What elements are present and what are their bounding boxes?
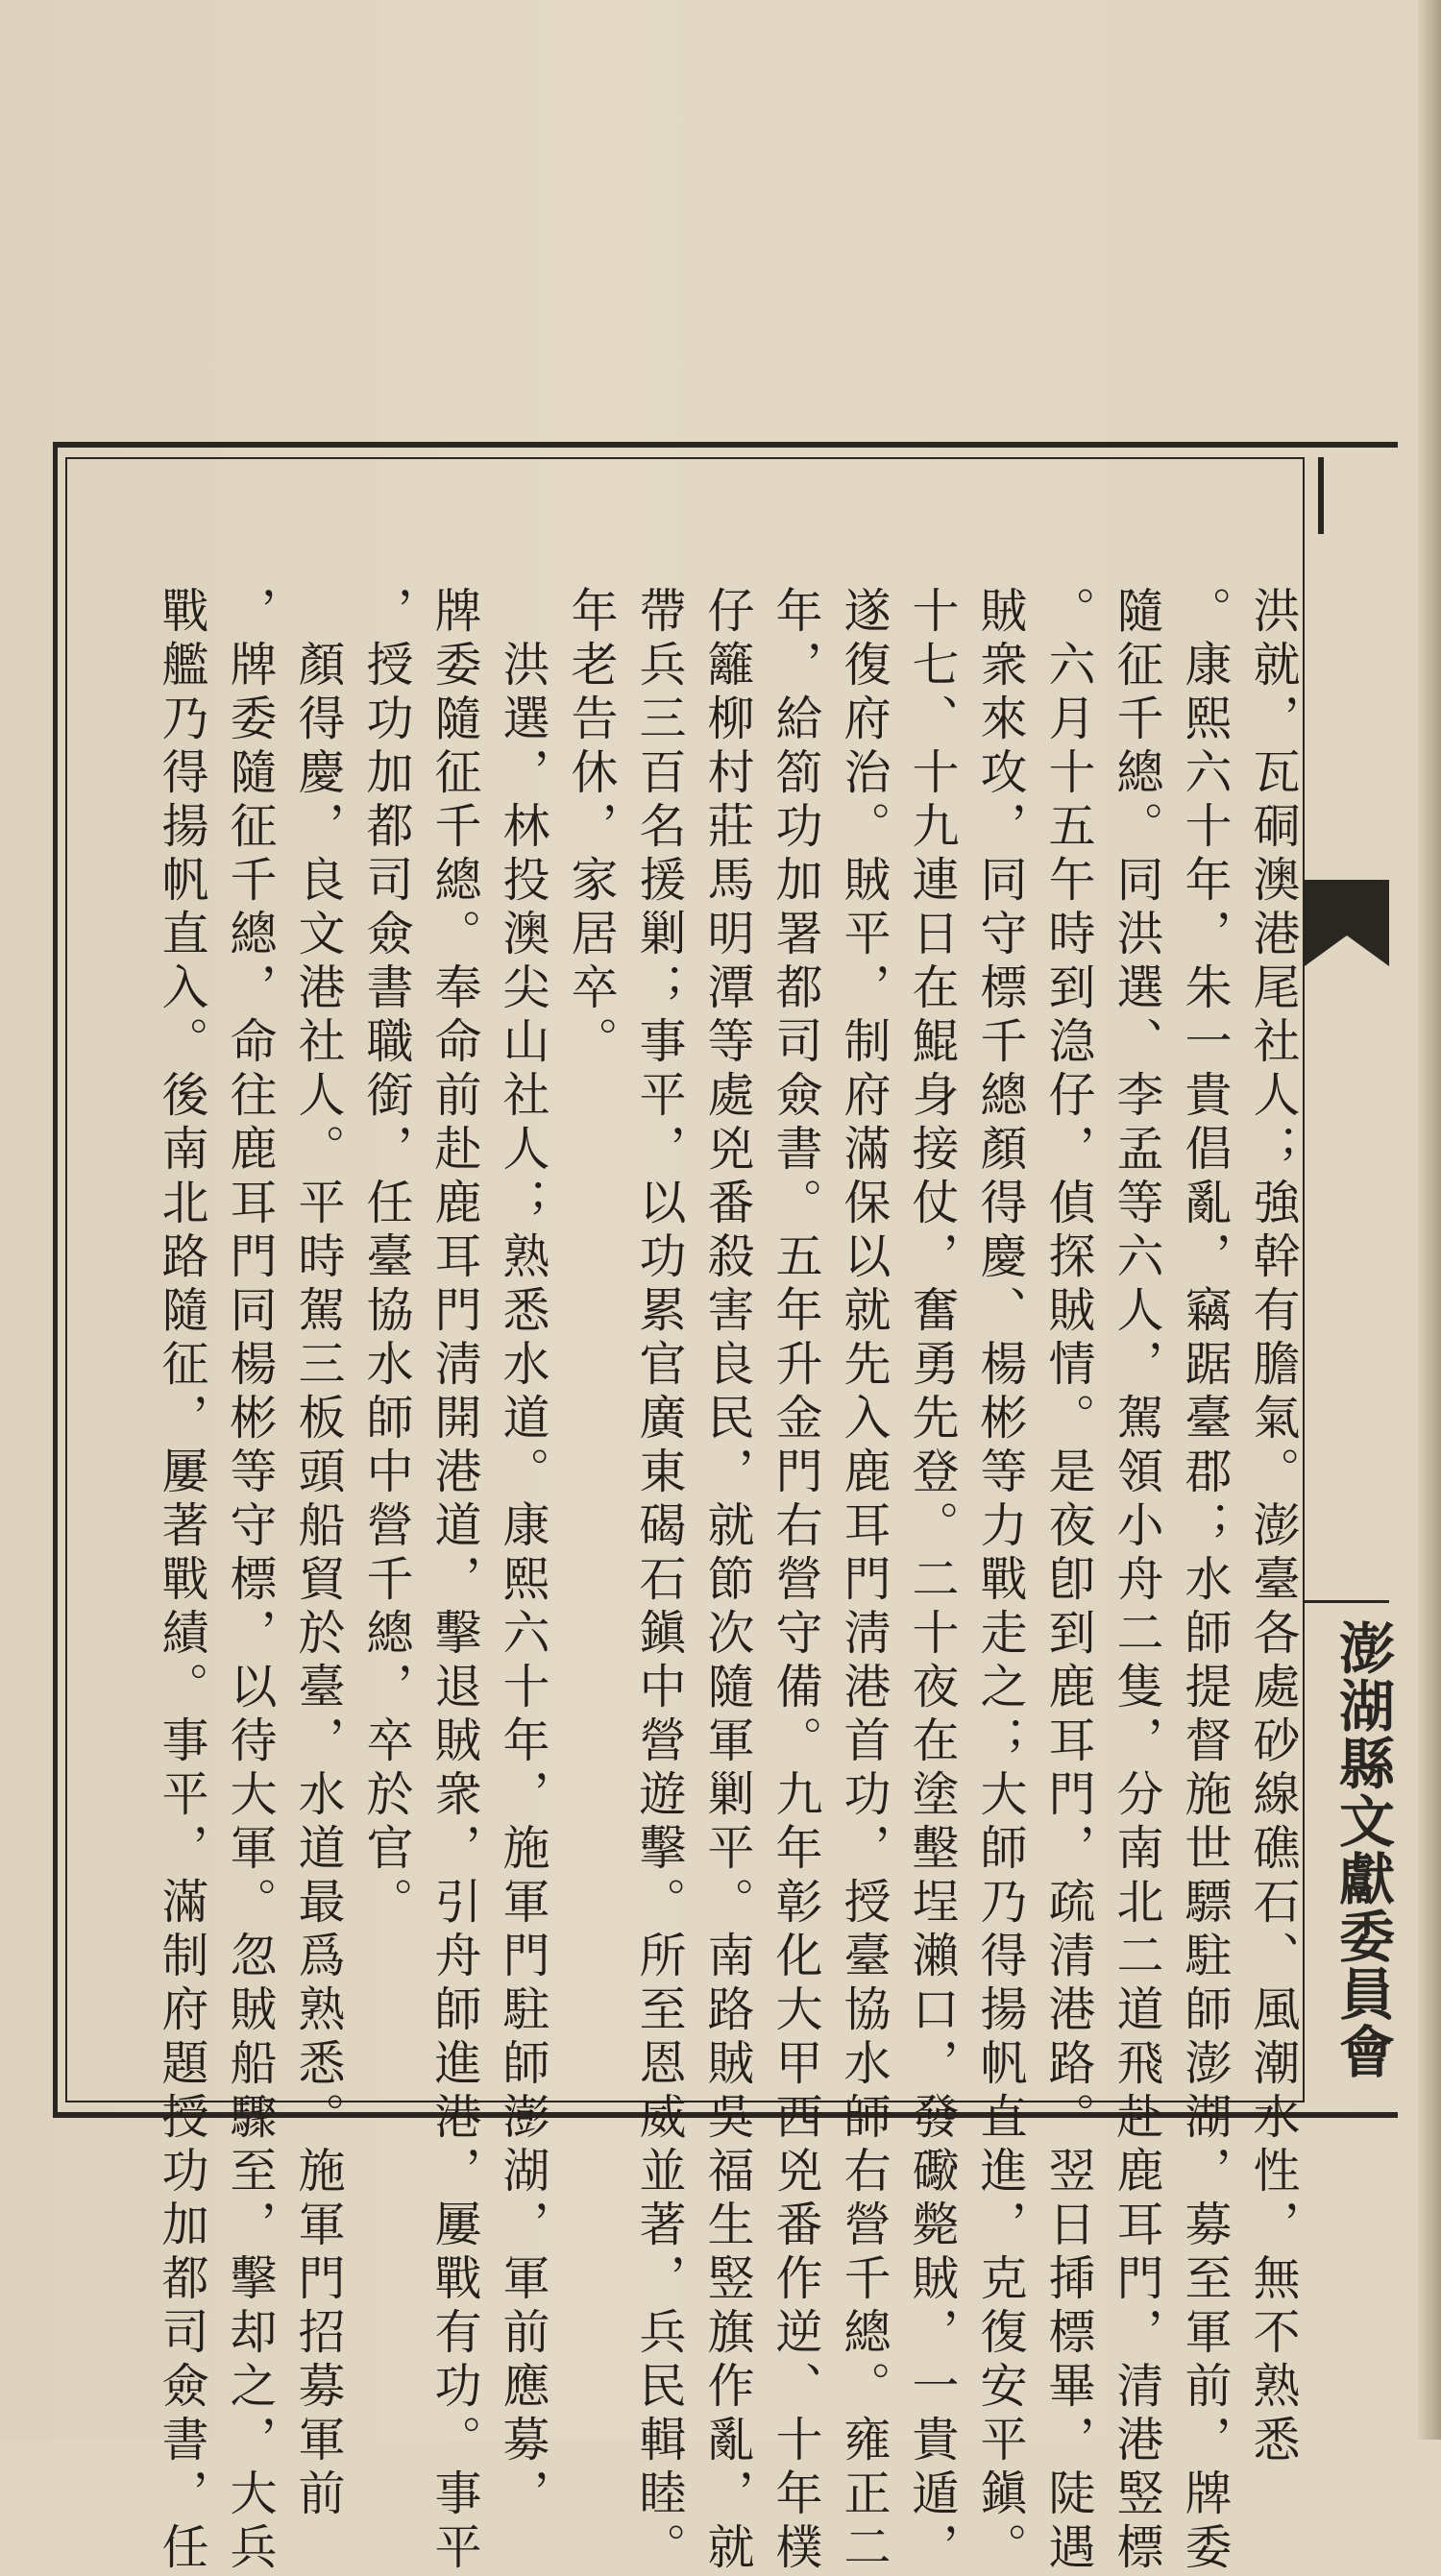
text-column: 牌委隨征千總。奉命前赴鹿耳門淸開港道，擊退賊衆，引舟師進港，屢戰有功。事平 bbox=[427, 586, 482, 2576]
text-column: 年老告休，家居卒。 bbox=[564, 586, 619, 1070]
text-column: 。六月十五午時到㴔仔，偵探賊情。是夜卽到鹿耳門，疏清港路。翌日揷標畢，陡遇 bbox=[1041, 586, 1096, 2576]
text-column: 遂復府治。賊平，制府滿保以就先入鹿耳門淸港首功，授臺協水師右營千總。雍正二 bbox=[837, 586, 891, 2576]
center-band bbox=[1305, 457, 1395, 2102]
text-body bbox=[86, 586, 1302, 2576]
text-column: 隨征千總。同洪選、李孟等六人，駕領小舟二隻，分南北二道飛赴鹿耳門，清港竪標 bbox=[1110, 586, 1164, 2576]
band-divider bbox=[1305, 1600, 1389, 1603]
fishtail-mark bbox=[1305, 880, 1389, 966]
text-column: ，牌委隨征千總，命往鹿耳門同楊彬等守標，以待大軍。忽賊船驟至，擊却之，大兵 bbox=[223, 586, 278, 2576]
text-column: 洪就，瓦硐澳港尾社人；強幹有膽氣。澎臺各處砂線礁石、風潮水性，無不熟悉 bbox=[1246, 586, 1301, 2468]
text-column: 顏得慶，良文港社人。平時駕三板頭船貿於臺，水道最爲熟悉。施軍門招募軍前 bbox=[291, 586, 346, 2522]
text-column: 年，給箚功加署都司僉書。五年升金門右營守備。九年彰化大甲西兇番作逆、十年樸 bbox=[769, 586, 823, 2576]
text-column: 。康熙六十年，朱一貴倡亂，竊踞臺郡；水師提督施世驃駐師澎湖，募至軍前，牌委 bbox=[1178, 586, 1233, 2576]
text-column: 賊衆來攻，同守標千總顏得慶、楊彬等力戰走之；大師乃得揚帆直進，克復安平鎭。 bbox=[973, 586, 1028, 2576]
text-column: 洪選，林投澳尖山社人；熟悉水道。康熙六十年，施軍門駐師澎湖，軍前應募， bbox=[496, 586, 550, 2522]
text-column: 帶兵三百名援剿；事平，以功累官廣東碣石鎭中營遊擊。所至恩威並著，兵民輯睦。 bbox=[632, 586, 687, 2576]
book-title: 澎湖縣文獻委員會 bbox=[1330, 1619, 1395, 2080]
band-top-bar bbox=[1318, 457, 1324, 534]
book-spine bbox=[1418, 0, 1441, 2440]
text-column: 戰艦乃得揚帆直入。後南北路隨征，屢著戰績。事平，滿制府題授功加都司僉書，任 bbox=[155, 586, 209, 2576]
text-column: 十七、十九連日在鯤身接仗，奮勇先登。二十夜在塗墼埕瀨口，發礮斃賊，一貴遁， bbox=[905, 586, 960, 2576]
text-column: ，授功加都司僉書職銜，任臺協水師中營千總，卒於官。 bbox=[359, 586, 414, 1931]
text-column: 仔籬柳村莊馬明潭等處兇番殺害良民，就節次隨軍剿平。南路賊吳福生竪旗作亂，就 bbox=[700, 586, 755, 2576]
